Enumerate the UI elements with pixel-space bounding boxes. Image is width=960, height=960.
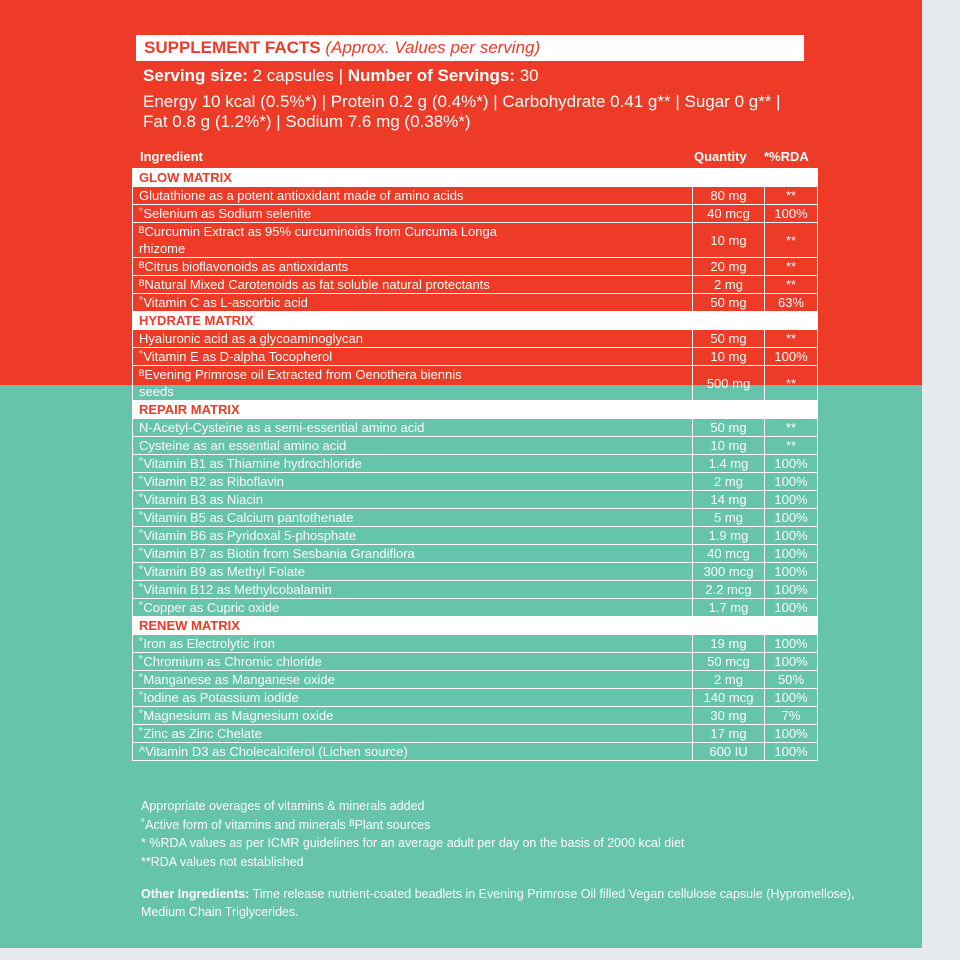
quantity-cell: 2 mg <box>693 671 765 689</box>
table-row <box>133 455 818 473</box>
ingredient-cell <box>133 581 693 599</box>
col-quantity: Quantity <box>694 149 747 164</box>
quantity-cell: 14 mg <box>693 491 765 509</box>
table-header <box>140 149 820 167</box>
ingredients-table <box>132 168 818 761</box>
rda-cell: 100% <box>765 743 818 761</box>
rda-cell: ** <box>765 223 818 258</box>
quantity-cell: 50 mg <box>693 419 765 437</box>
rda-cell: 63% <box>765 294 818 312</box>
ingredient-cell <box>133 527 693 545</box>
quantity-cell: 2 mg <box>693 473 765 491</box>
table-row <box>133 743 818 761</box>
ingredient-cell <box>133 653 693 671</box>
ingredient-name: Hyaluronic acid as a glycoaminoglycan <box>139 331 364 346</box>
other-ingredients-text: Time release nutrient-coated beadlets in Evening Primrose Oil filled Vegan cellulose capsule (Hypromellose), Medium Chain Triglycerides. <box>141 887 855 919</box>
quantity-cell: 500 mg <box>693 366 765 401</box>
quantity-cell: 30 mg <box>693 707 765 725</box>
footnotes <box>141 797 684 871</box>
servings-label: Number of Servings: <box>347 66 515 85</box>
ingredient-cell <box>133 725 693 743</box>
table-row <box>133 419 818 437</box>
rda-cell: 100% <box>765 689 818 707</box>
quantity-cell: 5 mg <box>693 509 765 527</box>
table-row <box>133 689 818 707</box>
matrix-title: REPAIR MATRIX <box>133 401 818 419</box>
table-row <box>133 276 818 294</box>
ingredient-cell <box>133 671 693 689</box>
ingredient-cell <box>133 205 693 223</box>
quantity-cell: 140 mcg <box>693 689 765 707</box>
rda-cell: 100% <box>765 563 818 581</box>
rda-cell: 100% <box>765 635 818 653</box>
quantity-cell: 19 mg <box>693 635 765 653</box>
ingredient-cell <box>133 509 693 527</box>
table-row <box>133 366 818 401</box>
nutrition-info: Energy 10 kcal (0.5%*) | Protein 0.2 g (0.4%*) | Carbohydrate 0.41 g** | Sugar 0 g** | Fat 0.8 g (1.2%*) | Sodium 7.6 mg (0.38%*) <box>143 92 781 131</box>
table-row <box>133 473 818 491</box>
ingredient-name: ˚Copper as Cupric oxide <box>139 600 280 615</box>
ingredient-cell <box>133 689 693 707</box>
rda-cell: 100% <box>765 348 818 366</box>
quantity-cell: 50 mg <box>693 330 765 348</box>
footnote: **RDA values not established <box>141 854 304 869</box>
rda-cell: 100% <box>765 205 818 223</box>
ingredient-cell <box>133 473 693 491</box>
ingredient-name: ˚Manganese as Manganese oxide <box>139 672 335 687</box>
ingredient-name: ˚Chromium as Chromic chloride <box>139 654 322 669</box>
rda-cell: 50% <box>765 671 818 689</box>
rda-cell: 100% <box>765 725 818 743</box>
rda-cell: 100% <box>765 599 818 617</box>
rda-cell: ** <box>765 187 818 205</box>
footnote: * %RDA values as per ICMR guidelines for an average adult per day on the basis of 2000 kcal diet <box>141 836 685 850</box>
col-ingredient: Ingredient <box>140 149 203 164</box>
ingredient-name: ˚Magnesium as Magnesium oxide <box>139 708 334 723</box>
ingredient-name: N-Acetyl-Cysteine as a semi-essential amino acid <box>139 420 425 435</box>
table-row <box>133 437 818 455</box>
rda-cell: 100% <box>765 455 818 473</box>
rda-cell: 100% <box>765 509 818 527</box>
serving-size-value: 2 capsules | <box>252 66 344 85</box>
matrix-header <box>133 312 818 330</box>
rda-cell: 100% <box>765 545 818 563</box>
quantity-cell: 1.7 mg <box>693 599 765 617</box>
matrix-title: GLOW MATRIX <box>133 169 818 187</box>
ingredient-name: ^Vitamin D3 as Cholecalciferol (Lichen source) <box>139 744 408 759</box>
ingredient-name: ˚Vitamin B7 as Biotin from Sesbania Grandiflora <box>139 546 415 561</box>
quantity-cell: 2 mg <box>693 276 765 294</box>
ingredient-cell <box>133 707 693 725</box>
table-row <box>133 545 818 563</box>
table-row <box>133 671 818 689</box>
quantity-cell: 2.2 mcg <box>693 581 765 599</box>
ingredient-cell <box>133 455 693 473</box>
quantity-cell: 10 mg <box>693 437 765 455</box>
quantity-cell: 600 IU <box>693 743 765 761</box>
rda-cell: ** <box>765 437 818 455</box>
ingredient-cell <box>133 599 693 617</box>
ingredient-name: ᴮNatural Mixed Carotenoids as fat soluble natural protectants <box>139 277 490 292</box>
quantity-cell: 40 mcg <box>693 205 765 223</box>
ingredient-cell <box>133 545 693 563</box>
rda-cell: 7% <box>765 707 818 725</box>
matrix-header <box>133 401 818 419</box>
rda-cell: ** <box>765 258 818 276</box>
footnote: ˚Active form of vitamins and minerals ᴮPlant sources <box>141 817 431 832</box>
title-bar <box>136 35 804 61</box>
table-row <box>133 258 818 276</box>
servings-value: 30 <box>519 66 539 85</box>
ingredient-name: ˚Vitamin B6 as Pyridoxal 5-phosphate <box>139 528 357 543</box>
ingredient-cell <box>133 294 693 312</box>
quantity-cell: 50 mcg <box>693 653 765 671</box>
ingredient-cell <box>133 330 693 348</box>
title-subtitle: (Approx. Values per serving) <box>325 38 541 57</box>
table-row <box>133 294 818 312</box>
ingredient-name: ˚Vitamin B3 as Niacin <box>139 492 264 507</box>
table-row <box>133 635 818 653</box>
rda-cell: 100% <box>765 491 818 509</box>
ingredient-name: ˚Vitamin B12 as Methylcobalamin <box>139 582 332 597</box>
footnote: Appropriate overages of vitamins & minerals added <box>141 799 425 813</box>
ingredient-name: ˚Vitamin B5 as Calcium pantothenate <box>139 510 354 525</box>
serving-info <box>143 66 539 86</box>
table-row <box>133 223 818 258</box>
rda-cell: 100% <box>765 527 818 545</box>
matrix-title: HYDRATE MATRIX <box>133 312 818 330</box>
rda-cell: 100% <box>765 581 818 599</box>
ingredient-cell <box>133 276 693 294</box>
rda-cell: 100% <box>765 653 818 671</box>
table-row <box>133 725 818 743</box>
rda-cell: ** <box>765 330 818 348</box>
table-row <box>133 599 818 617</box>
table-row <box>133 527 818 545</box>
quantity-cell: 10 mg <box>693 223 765 258</box>
table-row <box>133 348 818 366</box>
table-row <box>133 581 818 599</box>
other-ingredients-label: Other Ingredients: <box>141 887 250 901</box>
ingredient-name: ˚Vitamin E as D-alpha Tocopherol <box>139 349 333 364</box>
serving-size-label: Serving size: <box>143 66 248 85</box>
table-row <box>133 653 818 671</box>
table-row <box>133 187 818 205</box>
ingredient-name: ˚Vitamin B9 as Methyl Folate <box>139 564 305 579</box>
ingredient-cell <box>133 563 693 581</box>
rda-cell: 100% <box>765 473 818 491</box>
quantity-cell: 40 mcg <box>693 545 765 563</box>
matrix-title: RENEW MATRIX <box>133 617 818 635</box>
ingredient-name: ˚Vitamin C as L-ascorbic acid <box>139 295 308 310</box>
ingredient-name: ˚Vitamin B1 as Thiamine hydrochloride <box>139 456 362 471</box>
quantity-cell: 10 mg <box>693 348 765 366</box>
col-rda: *%RDA <box>764 149 809 164</box>
ingredient-name: Cysteine as an essential amino acid <box>139 438 347 453</box>
ingredient-cell <box>133 223 693 258</box>
table-row <box>133 707 818 725</box>
table-row <box>133 330 818 348</box>
ingredient-name: ᴮCitrus bioflavonoids as antioxidants <box>139 259 349 274</box>
ingredient-cell <box>133 419 693 437</box>
rda-cell: ** <box>765 276 818 294</box>
ingredient-cell <box>133 491 693 509</box>
quantity-cell: 17 mg <box>693 725 765 743</box>
matrix-header <box>133 617 818 635</box>
quantity-cell: 50 mg <box>693 294 765 312</box>
ingredient-cell <box>133 258 693 276</box>
ingredient-cell <box>133 187 693 205</box>
ingredient-name: Glutathione as a potent antioxidant made of amino acids <box>139 188 464 203</box>
ingredient-cell <box>133 635 693 653</box>
ingredient-cell <box>133 743 693 761</box>
rda-cell: ** <box>765 366 818 401</box>
ingredient-cell <box>133 437 693 455</box>
quantity-cell: 1.4 mg <box>693 455 765 473</box>
quantity-cell: 1.9 mg <box>693 527 765 545</box>
quantity-cell: 300 mcg <box>693 563 765 581</box>
table-row <box>133 491 818 509</box>
ingredient-cell <box>133 366 693 401</box>
ingredient-name: ˚Iron as Electrolytic iron <box>139 636 275 651</box>
title: SUPPLEMENT FACTS <box>144 38 321 57</box>
ingredient-name: ˚Vitamin B2 as Riboflavin <box>139 474 284 489</box>
quantity-cell: 20 mg <box>693 258 765 276</box>
ingredient-name: ᴮCurcumin Extract as 95% curcuminoids from Curcuma Longa rhizome <box>139 224 497 256</box>
table-row <box>133 205 818 223</box>
table-row <box>133 509 818 527</box>
ingredient-cell <box>133 348 693 366</box>
ingredient-name: ˚Zinc as Zinc Chelate <box>139 726 262 741</box>
table-row <box>133 563 818 581</box>
matrix-header <box>133 169 818 187</box>
ingredient-name: ˚Iodine as Potassium iodide <box>139 690 299 705</box>
ingredient-name: ˚Selenium as Sodium selenite <box>139 206 311 221</box>
ingredient-name: ᴮEvening Primrose oil Extracted from Oenothera biennis seeds <box>139 367 462 399</box>
rda-cell: ** <box>765 419 818 437</box>
other-ingredients <box>141 885 881 921</box>
quantity-cell: 80 mg <box>693 187 765 205</box>
